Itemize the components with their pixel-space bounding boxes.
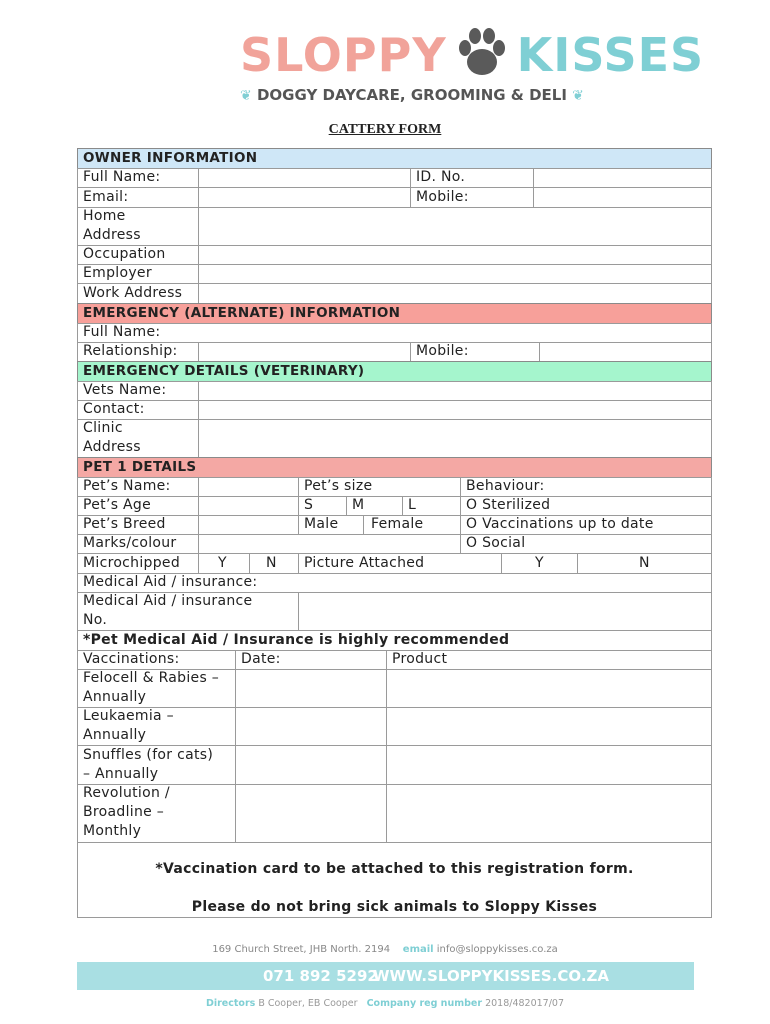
owner-address-field[interactable]: [198, 207, 712, 246]
leukaemia-label-line2: Annually: [83, 727, 147, 743]
pet-behaviour-label: Behaviour:: [466, 478, 545, 494]
emergency-relationship-label: Relationship:: [83, 343, 178, 359]
sex-male-label: Male: [304, 516, 339, 532]
footer-phone[interactable]: 071 892 5292: [263, 967, 378, 985]
pet-age-label: Pet’s Age: [83, 497, 152, 513]
vet-contact-label: Contact:: [83, 401, 145, 417]
behaviour-vaccinations-label: O Vaccinations up to date: [466, 516, 654, 532]
owner-work-address-field[interactable]: [198, 283, 712, 304]
owner-id-field[interactable]: [533, 168, 712, 188]
microchipped-no-label: N: [266, 555, 277, 571]
pet-header: PET 1 DETAILS: [83, 459, 197, 475]
felocell-label-line2: Annually: [83, 689, 147, 705]
vet-contact-field[interactable]: [198, 400, 712, 420]
felocell-date-field[interactable]: [235, 669, 387, 708]
emergency-full-name-row[interactable]: [77, 323, 712, 343]
owner-email-field[interactable]: [198, 187, 411, 208]
vet-header: EMERGENCY DETAILS (VETERINARY): [83, 363, 365, 379]
owner-full-name-field[interactable]: [198, 168, 411, 188]
vet-clinic-label: Clinic: [83, 420, 123, 436]
vacc-product-header: Product: [392, 651, 448, 667]
leukaemia-date-field[interactable]: [235, 707, 387, 746]
emergency-relationship-field[interactable]: [198, 342, 411, 362]
footer-reg-label: Company reg number: [366, 998, 483, 1009]
revolution-label-line3: Monthly: [83, 823, 142, 839]
leukaemia-product-field[interactable]: [386, 707, 712, 746]
pet-breed-field[interactable]: [198, 515, 299, 535]
felocell-label-line1: Felocell & Rabies –: [83, 670, 220, 686]
brand-name-right: KISSES: [516, 28, 705, 82]
footer-reg-number: 2018/482017/07: [485, 998, 565, 1009]
footer-directors-names: B Cooper, EB Cooper: [258, 998, 358, 1009]
emergency-full-name-label: Full Name:: [83, 324, 161, 340]
owner-employer-field[interactable]: [198, 264, 712, 284]
behaviour-social-label: O Social: [466, 535, 526, 551]
owner-mobile-label: Mobile:: [416, 189, 469, 205]
paw-small-icon: ❦: [572, 88, 584, 104]
pet-age-field[interactable]: [198, 496, 299, 516]
revolution-product-field[interactable]: [386, 784, 712, 843]
owner-full-name-label: Full Name:: [83, 169, 161, 185]
form-title: CATTERY FORM: [328, 122, 442, 137]
vet-address-label: Address: [83, 439, 141, 455]
emergency-mobile-field[interactable]: [539, 342, 712, 362]
snuffles-label-line2: – Annually: [83, 766, 159, 782]
revolution-label-line1: Revolution /: [83, 785, 170, 801]
recommend-note: *Pet Medical Aid / Insurance is highly recommended: [83, 632, 510, 648]
snuffles-product-field[interactable]: [386, 745, 712, 785]
sick-animals-note: Please do not bring sick animals to Sloppy Kisses: [191, 899, 598, 915]
picture-yes-label: Y: [535, 555, 544, 571]
owner-mobile-field[interactable]: [533, 187, 712, 208]
owner-header: OWNER INFORMATION: [83, 150, 258, 166]
owner-occupation-label: Occupation: [83, 246, 166, 262]
footer-website[interactable]: WWW.SLOPPYKISSES.CO.ZA: [373, 967, 610, 985]
vacc-date-header: Date:: [241, 651, 281, 667]
footer-address: [0, 944, 770, 955]
tagline-text: DOGGY DAYCARE, GROOMING & DELI: [256, 86, 567, 104]
pet-marks-field[interactable]: [198, 534, 461, 554]
pet-marks-label: Marks/colour: [83, 535, 177, 551]
vaccination-card-note: *Vaccination card to be attached to this registration form.: [155, 861, 634, 877]
owner-id-label: ID. No.: [416, 169, 466, 185]
revolution-date-field[interactable]: [235, 784, 387, 843]
microchipped-label: Microchipped: [83, 555, 181, 571]
owner-email-label: Email:: [83, 189, 129, 205]
footer-directors: [0, 998, 770, 1009]
revolution-label-line2: Broadline –: [83, 804, 165, 820]
pet-size-label: Pet’s size: [304, 478, 373, 494]
vaccinations-label: Vaccinations:: [83, 651, 180, 667]
vet-clinic-address-field[interactable]: [198, 419, 712, 458]
picture-attached-label: Picture Attached: [304, 555, 425, 571]
microchipped-yes-label: Y: [218, 555, 227, 571]
vet-name-label: Vets Name:: [83, 382, 167, 398]
footer-contact-bar: [77, 962, 694, 990]
medical-no-field[interactable]: [298, 592, 712, 631]
sex-female-label: Female: [371, 516, 424, 532]
owner-work-address-label: Work Address: [83, 285, 183, 301]
footer-email[interactable]: info@sloppykisses.co.za: [436, 944, 558, 955]
owner-employer-label: Employer: [83, 265, 152, 281]
footer-email-label: email: [402, 944, 434, 955]
footer-street: 169 Church Street, JHB North. 2194: [212, 944, 391, 955]
pet-name-field[interactable]: [198, 477, 299, 497]
footer-directors-label: Directors: [205, 998, 256, 1009]
owner-occupation-field[interactable]: [198, 245, 712, 265]
snuffles-label-line1: Snuffles (for cats): [83, 747, 214, 763]
owner-home-label: Home: [83, 208, 126, 224]
size-l-label: L: [408, 497, 417, 513]
pet-breed-label: Pet’s Breed: [83, 516, 166, 532]
medical-no-label-line1: Medical Aid / insurance: [83, 593, 253, 609]
paw-small-icon: ❦: [240, 88, 252, 104]
medical-aid-label: Medical Aid / insurance:: [83, 574, 258, 590]
medical-no-label-line2: No.: [83, 612, 108, 628]
pet-name-label: Pet’s Name:: [83, 478, 171, 494]
size-s-label: S: [304, 497, 314, 513]
emergency-mobile-label: Mobile:: [416, 343, 469, 359]
vet-name-field[interactable]: [198, 381, 712, 401]
size-m-label: M: [352, 497, 365, 513]
picture-no-label: N: [639, 555, 650, 571]
felocell-product-field[interactable]: [386, 669, 712, 708]
owner-address-label: Address: [83, 227, 141, 243]
behaviour-sterilized-label: O Sterilized: [466, 497, 551, 513]
emergency-header: EMERGENCY (ALTERNATE) INFORMATION: [83, 305, 401, 321]
snuffles-date-field[interactable]: [235, 745, 387, 785]
brand-name-left: SLOPPY: [240, 28, 447, 82]
leukaemia-label-line1: Leukaemia –: [83, 708, 174, 724]
